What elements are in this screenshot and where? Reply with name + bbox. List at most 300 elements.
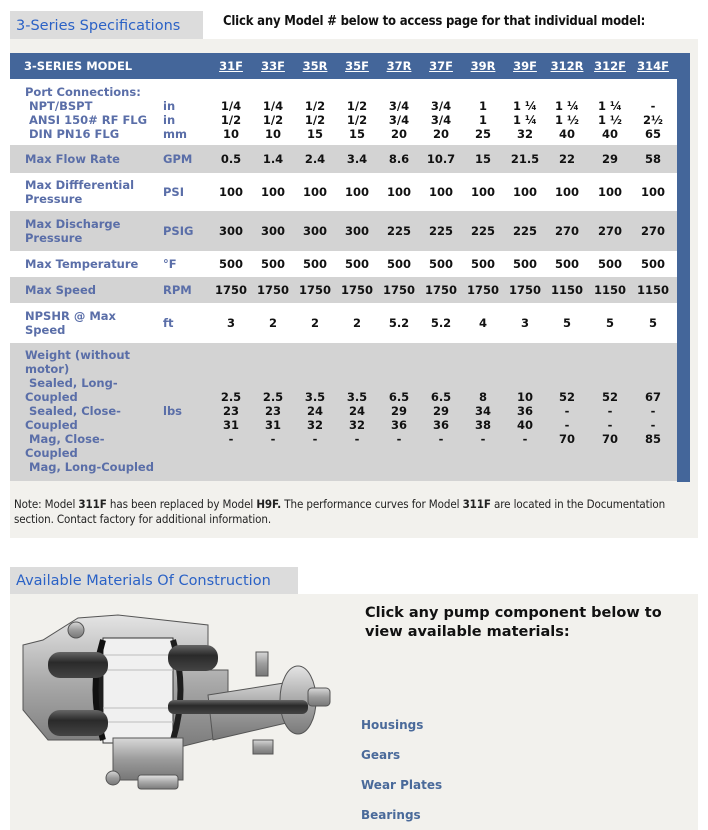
cell-35r [295,185,335,199]
cell-value: 1/2 [220,113,242,127]
cell-33f [253,283,293,297]
cell-314f [633,224,673,238]
cell-value: 23 [222,404,239,418]
row-unit-line: in [163,113,176,127]
cell-value: 40 [601,127,618,141]
cell-value: 500 [554,257,579,271]
cell-35f [337,316,377,330]
cell-value: 29 [390,404,407,418]
cell-35f [337,152,377,166]
material-link-gears[interactable]: Gears [361,748,401,762]
cell-37f [421,316,461,330]
row-unit-line: PSI [163,185,184,199]
model-link-37f[interactable]: 37F [429,59,453,73]
cell-37r [379,152,419,166]
row-label-line: Sealed, Long- [25,376,118,390]
cell-value: 500 [470,257,495,271]
table-row [10,277,677,303]
row-unit [163,316,174,330]
cell-33f [253,316,293,330]
row-label-line: Port Connections: [25,85,141,99]
cell-value: 8.6 [388,152,410,166]
note-text: Note: Model [14,497,79,511]
cell-value: - [396,432,402,446]
cell-value: 6.5 [388,390,410,404]
cell-value: 32 [306,418,323,432]
row-label-line: Max Discharge [25,217,121,231]
model-link-33f[interactable]: 33F [261,59,285,73]
cell-value: 22 [558,152,575,166]
row-label-line: Coupled [25,446,78,460]
cell-value: 1 ½ [555,113,579,127]
cell-value: 21.5 [510,152,540,166]
row-unit [163,185,184,199]
cell-value: 300 [218,224,243,238]
row-unit-line: ft [163,316,174,330]
cell-value: - [270,432,276,446]
cell-value: 5.2 [430,316,452,330]
table-side-border [677,79,690,482]
cell-value: 500 [260,257,285,271]
cell-value: 3/4 [430,99,452,113]
note-model: H9F. [256,497,282,511]
cell-value: 1 ¼ [513,99,537,113]
row-label-line: Coupled [25,390,78,404]
cell-value: 36 [516,404,533,418]
cell-39r [463,316,503,330]
material-link-wear-plates[interactable]: Wear Plates [361,778,443,792]
specs-section-tab [10,11,203,39]
cell-value: 1750 [340,283,373,297]
cell-value: 36 [390,418,407,432]
cell-value: - [312,432,318,446]
cell-value: 500 [218,257,243,271]
cell-value: 20 [432,127,449,141]
cell-value: 40 [558,127,575,141]
model-link-39r[interactable]: 39R [470,59,496,73]
pump-cutaway-image[interactable] [18,600,343,800]
cell-value: 15 [306,127,323,141]
cell-33f [253,257,293,271]
cell-value: 500 [344,257,369,271]
cell-value: 100 [597,185,622,199]
cell-37f [421,152,461,166]
cell-value: 1/2 [346,113,368,127]
cell-37r [379,224,419,238]
row-unit [163,257,177,271]
row-label-line: Coupled [25,418,78,432]
cell-39r [463,152,503,166]
row-label-line: Sealed, Close- [25,404,121,418]
cell-33f [253,185,293,199]
cell-35r [295,316,335,330]
cell-value: - [438,432,444,446]
model-link-37r[interactable]: 37R [386,59,412,73]
cell-312f [590,316,630,330]
cell-31f [211,99,251,141]
cell-35f [337,257,377,271]
cell-37f [421,283,461,297]
cell-314f [633,152,673,166]
cell-39f [505,185,545,199]
cell-value: 3 [226,316,235,330]
cell-37r [379,257,419,271]
material-link-bearings[interactable]: Bearings [361,808,421,822]
cell-value: 1/2 [346,99,368,113]
cell-312f [590,99,630,141]
row-label-line: Max Diffferential [25,178,135,192]
cell-37f [421,257,461,271]
cell-37f [421,224,461,238]
cell-35r [295,390,335,446]
model-instruction: Click any Model # below to access page for that individual model: [223,14,646,29]
cell-39r [463,99,503,141]
cell-314f [633,99,673,141]
cell-value: 500 [640,257,665,271]
cell-value: 5 [562,316,571,330]
table-row [10,343,677,481]
row-unit [163,224,193,238]
row-label-line: Speed [25,323,66,337]
cell-312r [547,283,587,297]
cell-312r [547,224,587,238]
row-label-line: Max Flow Rate [25,152,120,166]
cell-35f [337,390,377,446]
cell-value: 100 [302,185,327,199]
cell-312r [547,99,587,141]
cell-39r [463,224,503,238]
cell-value: 2½ [643,113,663,127]
cell-314f [633,316,673,330]
row-unit-line: °F [163,257,177,271]
cell-value: - [522,432,528,446]
specs-table [10,79,677,481]
cell-39f [505,316,545,330]
cell-312f [590,185,630,199]
cell-314f [633,185,673,199]
cell-312r [547,390,587,446]
cell-39r [463,185,503,199]
cell-39f [505,99,545,141]
cell-value: - [480,432,486,446]
cell-value: 32 [348,418,365,432]
cell-value: 1750 [424,283,457,297]
cell-value: 270 [554,224,579,238]
cell-312r [547,185,587,199]
row-label-line: NPSHR @ Max [25,309,116,323]
cell-value: 10 [264,127,281,141]
row-label-line: motor) [25,362,70,376]
cell-value: 1150 [593,283,626,297]
cell-31f [211,152,251,166]
material-link-housings[interactable]: Housings [361,718,424,732]
model-link-31f[interactable]: 31F [219,59,243,73]
cell-value: 1 [478,99,487,113]
cell-value: 24 [348,404,365,418]
cell-35f [337,99,377,141]
cell-value: - [650,418,656,432]
cell-value: 100 [428,185,453,199]
cell-33f [253,99,293,141]
cell-value: 1/4 [262,99,284,113]
cell-value: 1750 [298,283,331,297]
cell-33f [253,152,293,166]
cell-314f [633,390,673,446]
cell-value: 1750 [256,283,289,297]
row-unit-line: lbs [163,404,183,418]
row-label [25,257,138,271]
cell-value: 2.4 [304,152,326,166]
cell-value: 70 [601,432,618,446]
cell-value: 1750 [466,283,499,297]
cell-value: 500 [512,257,537,271]
model-link-39f[interactable]: 39F [513,59,537,73]
row-label-line: ANSI 150# RF FLG [25,113,148,127]
specs-section-title: 3-Series Specifications [16,18,181,34]
table-row [10,251,677,277]
cell-value: 40 [516,418,533,432]
cell-35f [337,224,377,238]
cell-value: 1750 [214,283,247,297]
cell-33f [253,390,293,446]
row-label-line: Weight (without [25,348,131,362]
cell-35f [337,185,377,199]
cell-value: 3/4 [388,113,410,127]
cell-39r [463,283,503,297]
cell-312f [590,283,630,297]
table-row [10,173,677,211]
cell-37f [421,390,461,446]
cell-39f [505,152,545,166]
cell-37f [421,185,461,199]
cell-312r [547,152,587,166]
cell-value: 1750 [382,283,415,297]
cell-31f [211,224,251,238]
cell-value: 1150 [636,283,669,297]
cell-value: 5 [648,316,657,330]
note-text: has been replaced by Model [106,497,257,511]
cell-value: 52 [558,390,575,404]
cell-value: 67 [644,390,661,404]
cell-35r [295,224,335,238]
cell-39f [505,283,545,297]
cell-312f [590,390,630,446]
cell-value: 1/2 [304,99,326,113]
cell-312f [590,224,630,238]
table-row [10,145,677,173]
cell-value: 23 [264,404,281,418]
row-unit [163,99,187,141]
cell-35r [295,152,335,166]
materials-instruction: Click any pump component below to view available materials: [365,605,662,640]
cell-value: 0.5 [220,152,242,166]
cell-value: 31 [222,418,239,432]
cell-value: 15 [348,127,365,141]
row-label [25,152,120,166]
note-model: 311F [78,497,107,511]
pump-gears[interactable] [96,638,181,743]
replacement-note [14,497,694,526]
cell-value: - [564,404,570,418]
row-unit [163,283,192,297]
cell-value: 2 [310,316,319,330]
cell-value: 100 [344,185,369,199]
cell-314f [633,283,673,297]
cell-value: 38 [474,418,491,432]
cell-value: 270 [597,224,622,238]
row-label-line: Mag, Long-Coupled [25,460,154,474]
cell-value: 8 [478,390,487,404]
cell-37r [379,390,419,446]
row-label-line: Mag, Close- [25,432,105,446]
cell-39f [505,224,545,238]
cell-value: 70 [558,432,575,446]
model-link-35f[interactable]: 35F [345,59,369,73]
cell-value: 300 [344,224,369,238]
cell-value: 100 [554,185,579,199]
cell-37r [379,185,419,199]
cell-value: 1 ½ [598,113,622,127]
cell-31f [211,316,251,330]
cell-value: 100 [218,185,243,199]
cell-value: 1 ¼ [598,99,622,113]
cell-value: 100 [260,185,285,199]
cell-value: 32 [516,127,533,141]
cell-value: 3.5 [346,390,368,404]
cell-value: 500 [302,257,327,271]
cell-value: 1 ¼ [555,99,579,113]
table-row [10,303,677,343]
row-label-line: Pressure [25,192,83,206]
cell-312f [590,152,630,166]
cell-value: 1.4 [262,152,284,166]
row-label-line: Max Speed [25,283,96,297]
cell-value: 2.5 [262,390,284,404]
cell-value: 2 [268,316,277,330]
cell-value: 31 [264,418,281,432]
cell-value: 3.5 [304,390,326,404]
cell-value: 1750 [508,283,541,297]
cell-value: 34 [474,404,491,418]
cell-35r [295,99,335,141]
cell-39r [463,390,503,446]
table-row [10,211,677,251]
cell-value: 225 [512,224,537,238]
cell-value: 100 [386,185,411,199]
cell-value: 29 [432,404,449,418]
cell-37r [379,283,419,297]
model-link-35r[interactable]: 35R [302,59,328,73]
cell-value: 29 [601,152,618,166]
cell-value: 3.4 [346,152,368,166]
table-row [10,79,677,145]
row-label [25,85,147,141]
series-model-header: 3-SERIES MODEL [24,59,133,73]
cell-value: 1 [478,113,487,127]
cell-value: 2 [352,316,361,330]
row-label-line: NPT/BSPT [25,99,93,113]
cell-value: 1/2 [304,113,326,127]
cell-value: 100 [512,185,537,199]
cell-value: 25 [474,127,491,141]
row-label [25,217,120,245]
materials-section-title: Available Materials Of Construction [16,573,271,589]
cell-39r [463,257,503,271]
cell-value: 65 [644,127,661,141]
cell-value: 52 [601,390,618,404]
cell-31f [211,283,251,297]
cell-31f [211,390,251,446]
note-text: are located in the Documentation section. Contact factory for additional information. [14,497,666,526]
cell-value: 15 [474,152,491,166]
cell-value: 2.5 [220,390,242,404]
cell-value: 300 [260,224,285,238]
cell-value: 85 [644,432,661,446]
row-label-line: Pressure [25,231,83,245]
cell-312r [547,257,587,271]
row-label-line: Max Temperature [25,257,139,271]
cell-value: 3/4 [430,113,452,127]
note-model: 311F [462,497,491,511]
cell-33f [253,224,293,238]
cell-value: - [607,404,613,418]
cell-value: 225 [386,224,411,238]
cell-37f [421,99,461,141]
cell-312r [547,316,587,330]
row-label [25,283,96,297]
cell-31f [211,185,251,199]
model-link-314f[interactable]: 314F [637,59,669,73]
cell-value: - [564,418,570,432]
cell-39f [505,390,545,446]
cell-312f [590,257,630,271]
cell-value: 225 [470,224,495,238]
note-text: The performance curves for Model [281,497,463,511]
row-unit-line: GPM [163,152,193,166]
cell-value: 500 [428,257,453,271]
cell-value: 4 [478,316,487,330]
model-link-312r[interactable]: 312R [550,59,584,73]
row-label [25,178,134,206]
cell-37r [379,316,419,330]
cell-value: 10.7 [426,152,456,166]
cell-value: 24 [306,404,323,418]
cell-value: - [228,432,234,446]
cell-value: 270 [640,224,665,238]
cell-value: 500 [597,257,622,271]
cell-value: 20 [390,127,407,141]
row-label [25,348,154,474]
cell-value: 1150 [550,283,583,297]
cell-value: 225 [428,224,453,238]
cell-39f [505,257,545,271]
cell-value: - [354,432,360,446]
materials-section-tab [10,567,298,594]
row-unit-line: in [163,99,176,113]
cell-value: 5.2 [388,316,410,330]
cell-35r [295,257,335,271]
cell-value: 1/2 [262,113,284,127]
cell-314f [633,257,673,271]
model-link-312f[interactable]: 312F [594,59,626,73]
cell-value: 36 [432,418,449,432]
cell-value: 500 [386,257,411,271]
cell-31f [211,257,251,271]
cell-value: 100 [640,185,665,199]
cell-value: - [650,99,656,113]
cell-value: 10 [516,390,533,404]
cell-value: 10 [222,127,239,141]
